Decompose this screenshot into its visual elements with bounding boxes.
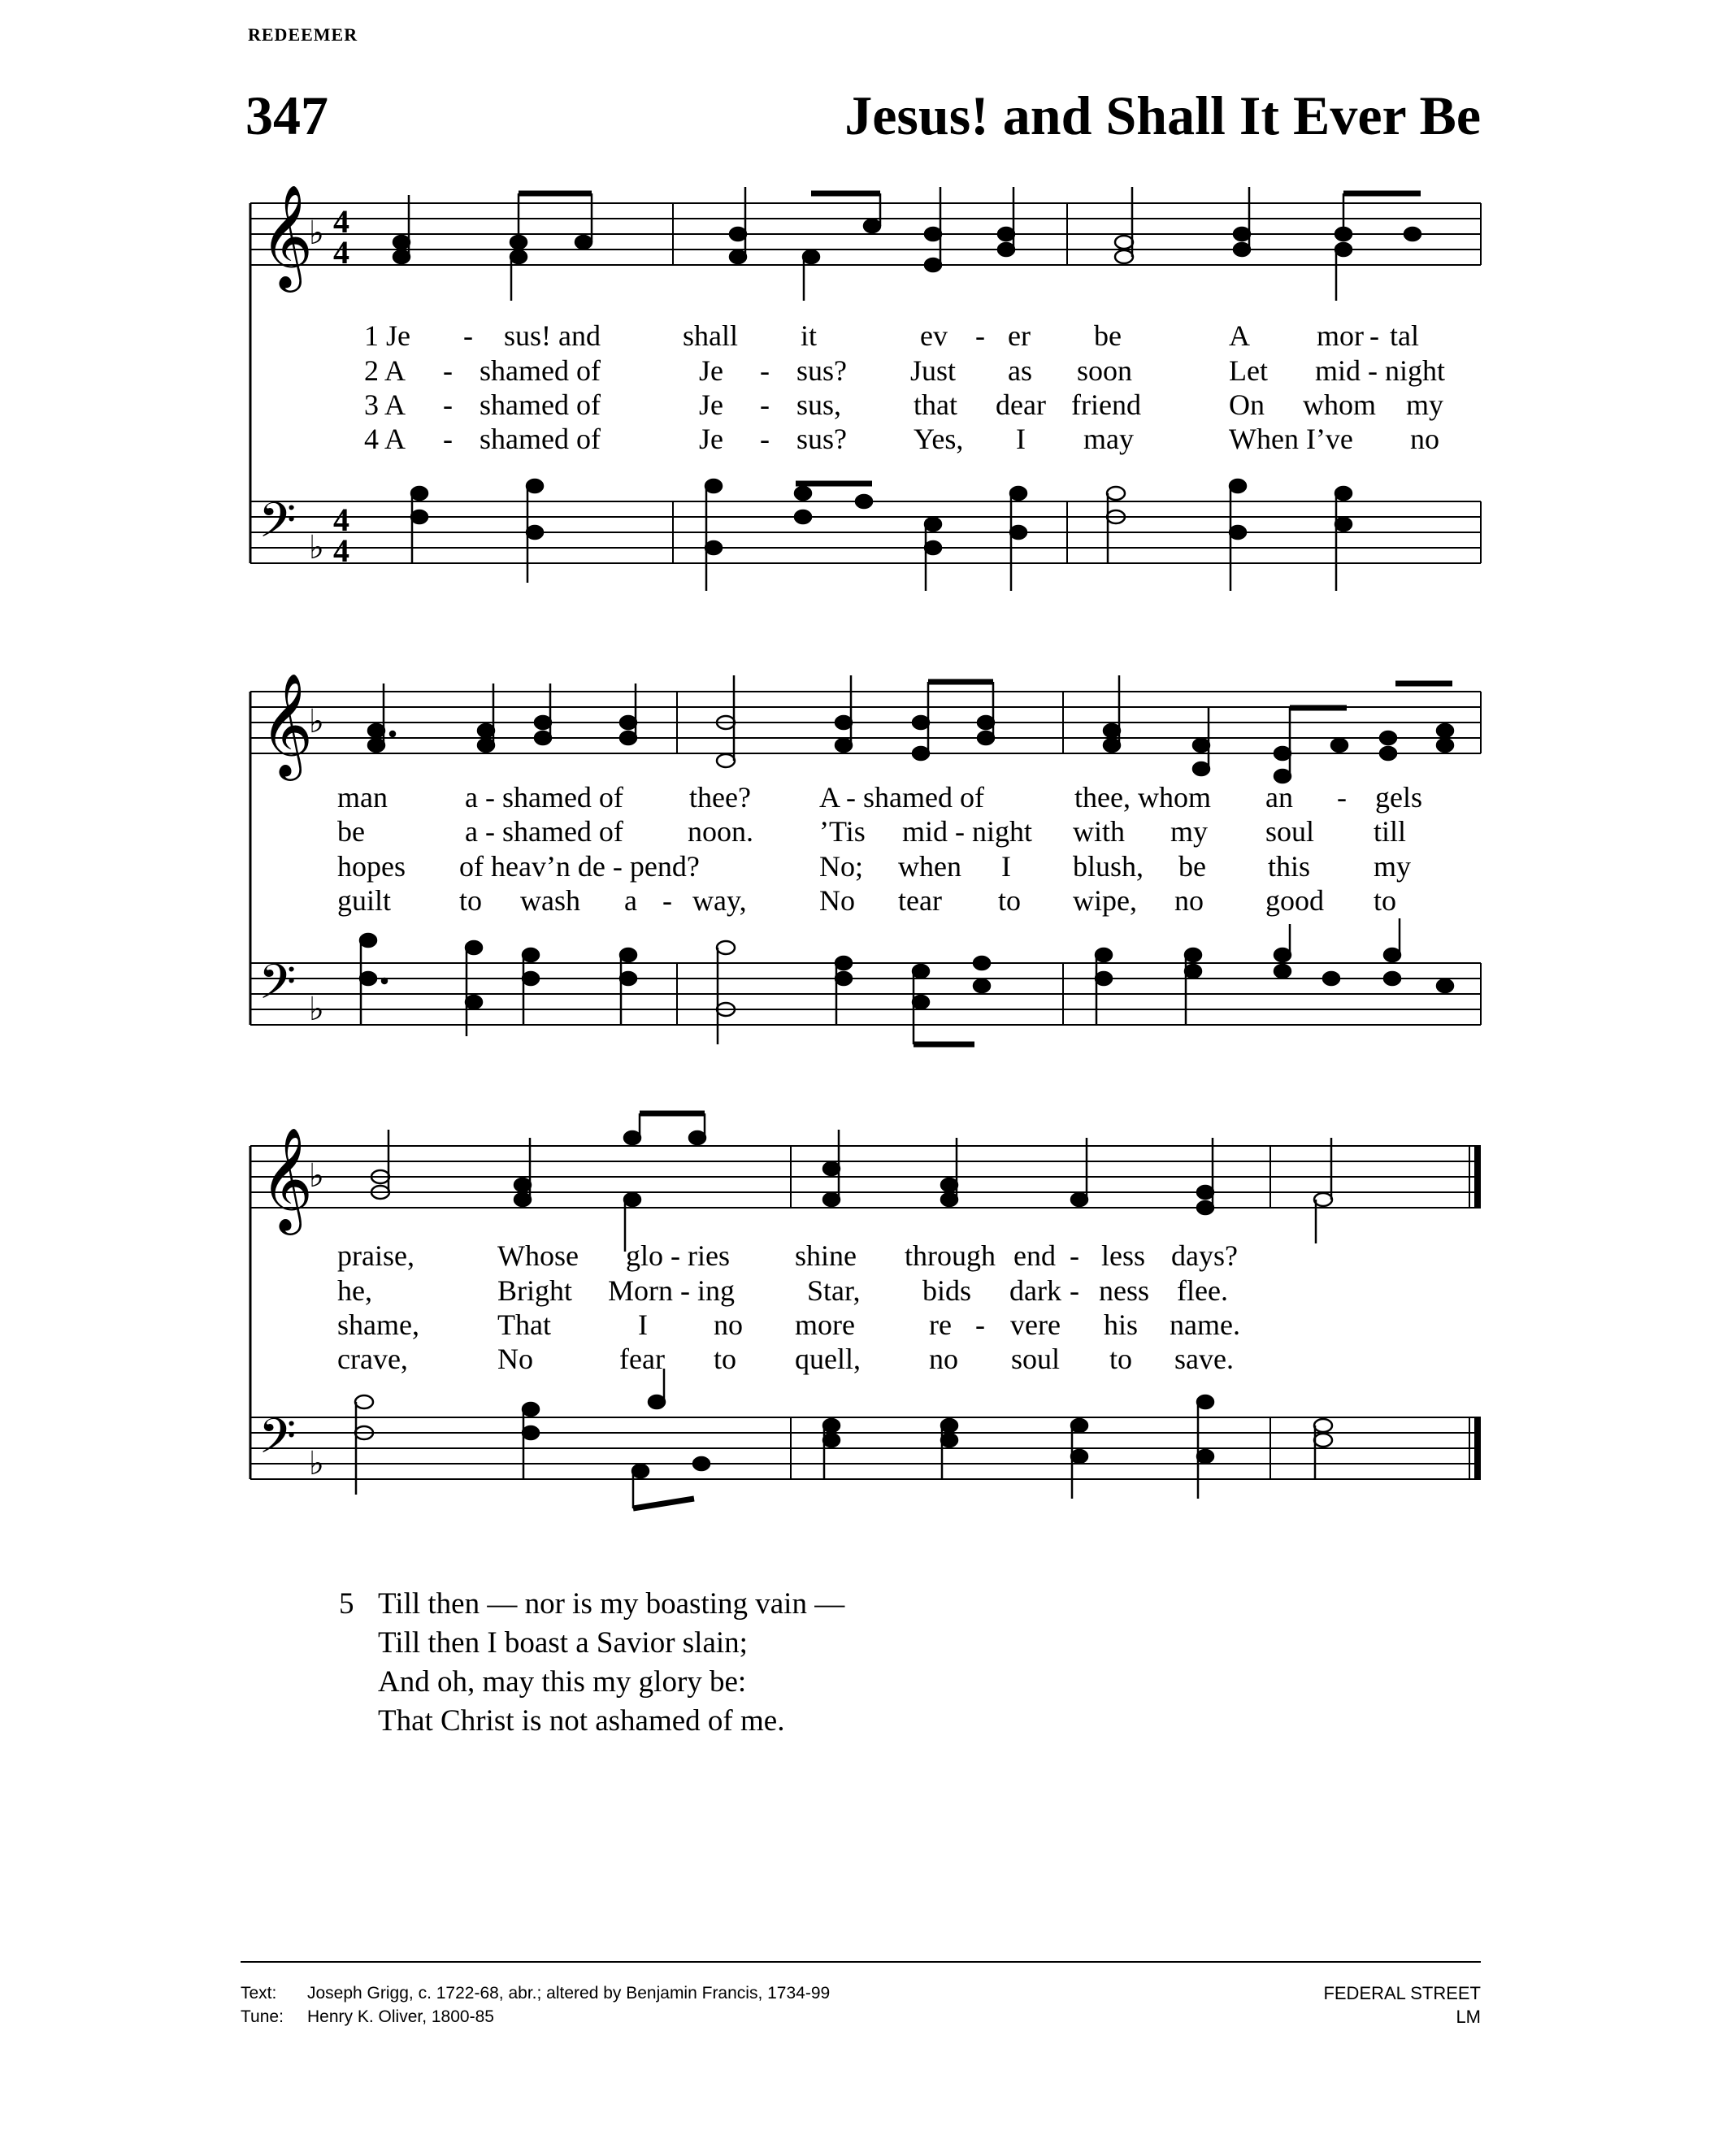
treble-clef-icon: 𝄞 xyxy=(260,184,314,288)
text-credit xyxy=(241,1981,830,2005)
lyric-syllable: to xyxy=(714,1343,737,1375)
lyric-syllable: thee, whom xyxy=(1074,781,1211,814)
lyric-syllable: flee. xyxy=(1177,1274,1228,1307)
lyric-syllable: I xyxy=(638,1308,648,1341)
lyric-syllable: - xyxy=(1337,781,1347,814)
lyric-syllable: noon. xyxy=(688,815,753,848)
lyric-syllable: blush, xyxy=(1073,850,1144,883)
lyric-syllable: no xyxy=(1410,423,1439,455)
svg-text:♭: ♭ xyxy=(309,1157,324,1195)
lyric-syllable: sus! and xyxy=(504,319,601,352)
lyric-syllable: quell, xyxy=(795,1343,861,1375)
lyric-syllable: no xyxy=(1174,884,1204,917)
lyric-syllable: sus? xyxy=(796,423,847,455)
stanza-5 xyxy=(339,1585,844,1741)
lyric-syllable: mor xyxy=(1317,319,1364,352)
lyric-syllable: I xyxy=(1001,850,1011,883)
svg-text:4: 4 xyxy=(333,234,349,271)
lyric-syllable: thee? xyxy=(689,781,751,814)
lyric-syllable: ness xyxy=(1099,1274,1149,1307)
lyric-syllable: till xyxy=(1374,815,1407,848)
lyric-syllable: it xyxy=(801,319,818,352)
lyric-syllable: No xyxy=(497,1343,533,1375)
lyric-syllable: to xyxy=(998,884,1022,917)
lyric-syllable: er xyxy=(1008,319,1031,352)
lyric-syllable: - xyxy=(662,884,672,917)
lyric-syllable: re xyxy=(929,1308,952,1341)
svg-text:♭: ♭ xyxy=(309,991,324,1028)
lyric-syllable: way, xyxy=(692,884,747,917)
lyric-syllable: wash xyxy=(520,884,580,917)
lyric-syllable: 2 A xyxy=(364,354,406,387)
treble-staff-notation xyxy=(250,672,1481,789)
lyric-syllable: end xyxy=(1013,1239,1056,1272)
stanza-5-line-4: That Christ is not ashamed of me. xyxy=(378,1704,785,1738)
lyric-syllable: 4 A xyxy=(364,423,406,455)
svg-text:♭: ♭ xyxy=(309,215,324,252)
lyric-syllable: fear xyxy=(619,1343,665,1375)
lyric-syllable: shamed of xyxy=(480,423,601,455)
lyric-syllable: - xyxy=(1369,319,1379,352)
lyric-syllable: Let xyxy=(1229,354,1268,387)
lyric-syllable: no xyxy=(929,1343,958,1375)
lyric-syllable: through xyxy=(905,1239,996,1272)
stanza-number: 5 xyxy=(339,1587,354,1621)
lyric-syllable: sus? xyxy=(796,354,847,387)
lyric-syllable: gels xyxy=(1375,781,1422,814)
lyric-syllable: dark xyxy=(1009,1274,1061,1307)
lyric-syllable: days? xyxy=(1171,1239,1238,1272)
lyric-syllable: On xyxy=(1229,388,1265,421)
lyric-syllable: - xyxy=(1070,1274,1079,1307)
tune-credit xyxy=(241,2005,830,2029)
lyric-syllable: mid - night xyxy=(902,815,1032,848)
lyric-syllable: an xyxy=(1265,781,1293,814)
svg-text:4: 4 xyxy=(333,203,349,240)
section-label: REDEEMER xyxy=(248,24,358,45)
lyric-syllable: when xyxy=(898,850,961,883)
lyric-syllable: shamed of xyxy=(480,354,601,387)
lyric-syllable: - xyxy=(443,388,453,421)
lyric-syllable: less xyxy=(1101,1239,1145,1272)
hymn-number: 347 xyxy=(245,85,328,146)
lyric-syllable: that xyxy=(914,388,957,421)
bass-staff-notation xyxy=(250,953,1481,1077)
treble-clef-icon: 𝄞 xyxy=(260,1126,314,1230)
tune-credit-label: Tune: xyxy=(241,2007,284,2026)
lyric-syllable: be xyxy=(337,815,365,848)
svg-text:♭: ♭ xyxy=(309,1445,324,1482)
treble-staff xyxy=(250,184,1481,288)
lyric-syllable: - xyxy=(760,388,770,421)
lyric-syllable: ev xyxy=(920,319,948,352)
lyric-syllable: soul xyxy=(1011,1343,1061,1375)
lyric-syllable: my xyxy=(1170,815,1209,848)
lyric-syllable: to xyxy=(459,884,483,917)
lyric-syllable: - xyxy=(443,354,453,387)
bass-staff xyxy=(250,953,1481,1028)
lyric-syllable: dear xyxy=(996,388,1046,421)
svg-text:4: 4 xyxy=(333,501,349,538)
lyric-syllable: - xyxy=(463,319,473,352)
lyric-syllable: glo - ries xyxy=(626,1239,730,1272)
lyric-syllable: Yes, xyxy=(914,423,964,455)
lyric-syllable: to xyxy=(1374,884,1397,917)
lyric-syllable: No; xyxy=(819,850,863,883)
lyric-syllable: No xyxy=(819,884,855,917)
treble-clef-icon: 𝄞 xyxy=(260,672,314,776)
treble-staff xyxy=(250,1126,1481,1230)
lyric-syllable: Morn - ing xyxy=(608,1274,735,1307)
lyric-syllable: more xyxy=(795,1308,855,1341)
lyric-syllable: a - shamed of xyxy=(465,781,623,814)
stanza-5-line-1 xyxy=(339,1585,844,1624)
hymn-title: Jesus! and Shall It Ever Be xyxy=(844,85,1481,146)
lyric-syllable: he, xyxy=(337,1274,372,1307)
lyric-syllable: - xyxy=(760,354,770,387)
svg-text:♭: ♭ xyxy=(309,529,324,566)
lyric-syllable: soul xyxy=(1265,815,1315,848)
text-credit-label: Text: xyxy=(241,1984,277,2003)
tune-credit-value: Henry K. Oliver, 1800-85 xyxy=(307,2007,494,2026)
meter: LM xyxy=(1456,2007,1481,2027)
lyric-syllable: - xyxy=(443,423,453,455)
lyric-syllable: Whose xyxy=(497,1239,579,1272)
lyric-syllable: Je xyxy=(699,388,723,421)
lyric-syllable: A - shamed of xyxy=(819,781,984,814)
bass-clef-icon: 𝄢 xyxy=(258,492,297,560)
lyric-syllable: be xyxy=(1094,319,1122,352)
credits xyxy=(241,1981,830,2029)
lyric-syllable: ’Tis xyxy=(819,815,866,848)
lyric-syllable: name. xyxy=(1170,1308,1240,1341)
lyric-syllable: shall xyxy=(683,319,738,352)
lyric-syllable: praise, xyxy=(337,1239,414,1272)
lyric-syllable: That xyxy=(497,1308,551,1341)
lyric-syllable: wipe, xyxy=(1073,884,1137,917)
bass-staff xyxy=(250,1408,1481,1482)
lyric-syllable: mid - night xyxy=(1315,354,1445,387)
lyric-syllable: When I’ve xyxy=(1229,423,1353,455)
lyric-syllable: bids xyxy=(922,1274,972,1307)
bass-staff xyxy=(250,492,1481,569)
lyric-syllable: vere xyxy=(1010,1308,1061,1341)
lyric-syllable: good xyxy=(1265,884,1324,917)
lyric-syllable: shamed of xyxy=(480,388,601,421)
lyric-syllable: my xyxy=(1374,850,1412,883)
lyric-syllable: no xyxy=(714,1308,743,1341)
lyric-syllable: may xyxy=(1083,423,1134,455)
lyric-syllable: friend xyxy=(1071,388,1141,421)
stanza-line: Till then — nor is my boasting vain — xyxy=(378,1587,845,1621)
lyric-syllable: shame, xyxy=(337,1308,419,1341)
bass-clef-icon: 𝄢 xyxy=(258,1408,297,1476)
lyric-syllable: guilt xyxy=(337,884,392,917)
lyric-syllable: a - shamed of xyxy=(465,815,623,848)
lyric-syllable: hopes xyxy=(337,850,406,883)
bass-staff-notation xyxy=(250,1408,1481,1531)
bass-clef-icon: 𝄢 xyxy=(258,953,297,1022)
lyric-syllable: to xyxy=(1109,1343,1133,1375)
lyric-syllable: 1 Je xyxy=(364,319,410,352)
lyric-syllable: - xyxy=(975,319,985,352)
lyric-syllable: tear xyxy=(898,884,942,917)
lyric-syllable: Je xyxy=(699,354,723,387)
lyric-syllable: man xyxy=(337,781,388,814)
footer-divider xyxy=(241,1961,1481,1963)
lyric-syllable: soon xyxy=(1077,354,1133,387)
lyric-syllable: tal xyxy=(1390,319,1419,352)
lyric-syllable: I xyxy=(1016,423,1026,455)
lyric-syllable: of heav’n de - pend? xyxy=(459,850,700,883)
tune-name: FEDERAL STREET xyxy=(1323,1983,1481,2003)
lyric-syllable: with xyxy=(1073,815,1126,848)
lyric-syllable: shine xyxy=(795,1239,857,1272)
lyric-syllable: Bright xyxy=(497,1274,573,1307)
lyric-syllable: - xyxy=(975,1308,985,1341)
text-credit-value: Joseph Grigg, c. 1722-68, abr.; altered by Benjamin Francis, 1734-99 xyxy=(307,1984,831,2003)
lyric-syllable: this xyxy=(1268,850,1311,883)
lyric-syllable: - xyxy=(760,423,770,455)
tune-info xyxy=(1323,1981,1481,2029)
stanza-5-line-3: And oh, may this my glory be: xyxy=(378,1665,747,1699)
treble-staff xyxy=(250,672,1481,776)
svg-text:♭: ♭ xyxy=(309,703,324,740)
lyric-syllable: as xyxy=(1008,354,1032,387)
lyric-syllable: Just xyxy=(910,354,957,387)
lyric-syllable: save. xyxy=(1174,1343,1234,1375)
treble-staff-notation xyxy=(250,184,1481,301)
stanza-5-line-2: Till then I boast a Savior slain; xyxy=(378,1626,748,1660)
lyric-syllable: Je xyxy=(699,423,723,455)
lyric-syllable: a xyxy=(624,884,637,917)
lyric-syllable: whom xyxy=(1303,388,1376,421)
lyric-syllable: be xyxy=(1178,850,1206,883)
lyric-syllable: A xyxy=(1229,319,1250,352)
lyric-syllable: 3 A xyxy=(364,388,406,421)
lyric-syllable: sus, xyxy=(796,388,842,421)
lyric-syllable: my xyxy=(1406,388,1444,421)
bass-staff-notation xyxy=(250,492,1481,615)
lyric-syllable: crave, xyxy=(337,1343,408,1375)
lyric-syllable: - xyxy=(1070,1239,1079,1272)
lyric-syllable: his xyxy=(1104,1308,1139,1341)
lyric-syllable: Star, xyxy=(807,1274,861,1307)
treble-staff-notation xyxy=(250,1126,1481,1252)
svg-text:4: 4 xyxy=(333,532,349,569)
